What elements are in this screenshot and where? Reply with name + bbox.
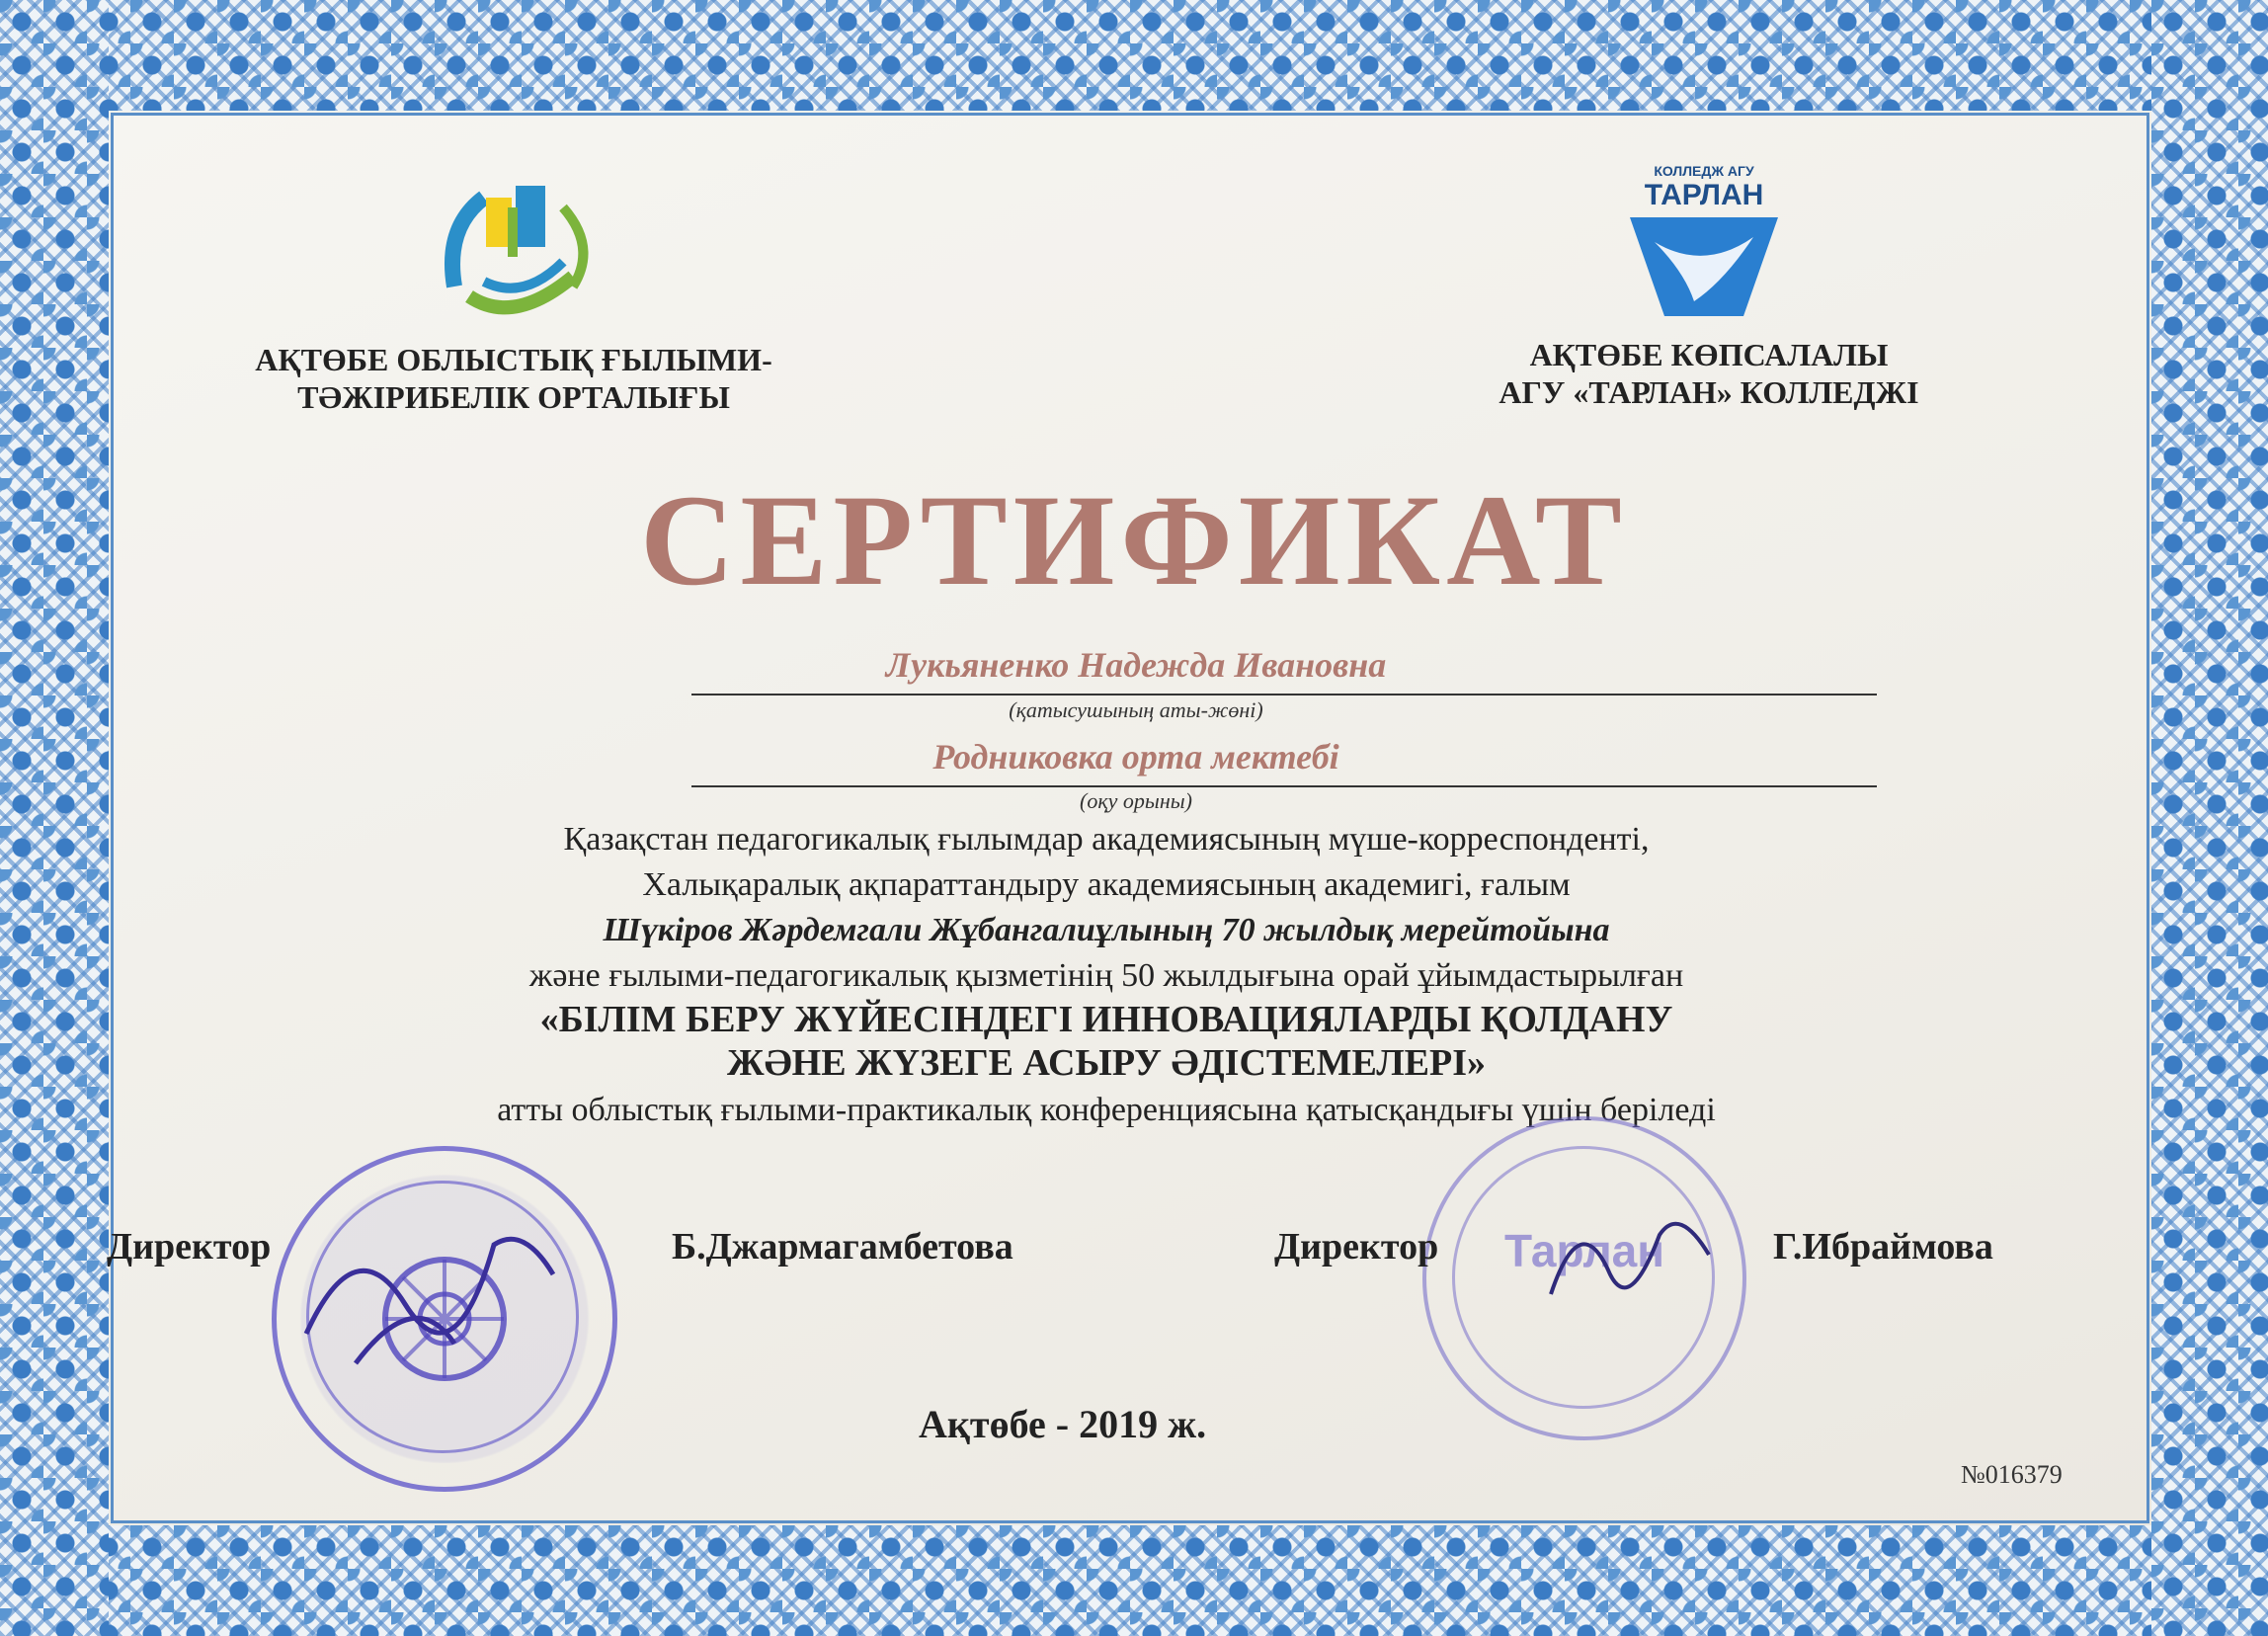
school-underline bbox=[691, 785, 1877, 787]
ornamental-border-right bbox=[2151, 0, 2268, 1636]
science-center-logo bbox=[425, 168, 603, 326]
tarlan-bird-icon bbox=[1625, 212, 1783, 321]
left-org-name bbox=[227, 341, 800, 416]
left-director-label: Директор bbox=[107, 1226, 272, 1268]
place-and-year: Ақтөбе - 2019 ж. bbox=[919, 1402, 1207, 1446]
right-org-line2: АГУ «ТАРЛАН» КОЛЛЕДЖІ bbox=[1498, 374, 1919, 410]
right-stamp-text: Тарлан bbox=[1503, 1225, 1665, 1276]
participant-name-hint: (қатысушының аты-жөні) bbox=[1009, 697, 1263, 722]
participant-school: Родниковка орта мектебі bbox=[932, 737, 1339, 777]
right-director-name: Г.Ибраймова bbox=[1773, 1226, 1993, 1268]
body-line-honoree: Шүкіров Жәрдемгали Жұбангалиұлының 70 жылдық мерейтойына bbox=[603, 912, 1610, 948]
conference-title-line-1: «БІЛІМ БЕРУ ЖҮЙЕСІНДЕГІ ИННОВАЦИЯЛАРДЫ ҚОЛДАНУ bbox=[539, 999, 1673, 1040]
tarlan-logo-title: ТАРЛАН bbox=[1644, 179, 1764, 211]
ornamental-border-top bbox=[0, 0, 2268, 111]
conference-title-line-2: ЖӘНЕ ЖҮЗЕГЕ АСЫРУ ӘДІСТЕМЕЛЕРІ» bbox=[727, 1042, 1486, 1084]
tarlan-logo bbox=[1620, 163, 1788, 326]
left-director-name: Б.Джармагамбетова bbox=[672, 1226, 1013, 1268]
right-signature bbox=[1541, 1195, 1719, 1324]
certificate-title: СЕРТИФИКАТ bbox=[640, 467, 1628, 613]
participant-name: Лукьяненко Надежда Ивановна bbox=[885, 645, 1387, 685]
name-underline bbox=[691, 694, 1877, 695]
certificate-number: №016379 bbox=[1961, 1460, 2063, 1489]
right-director-label: Директор bbox=[1274, 1226, 1439, 1268]
left-signature bbox=[296, 1186, 573, 1383]
body-line-1: Қазақстан педагогикалық ғылымдар академиясының мүше-корреспонденті, bbox=[563, 821, 1650, 858]
body-line-7: атты облыстық ғылыми-практикалық конференциясына қатысқандығы үшін беріледі bbox=[497, 1092, 1716, 1128]
ornamental-border-left bbox=[0, 0, 109, 1636]
ornamental-border-bottom bbox=[0, 1525, 2268, 1636]
body-line-4: және ғылыми-педагогикалық қызметінің 50 жылдығына орай ұйымдастырылған bbox=[528, 957, 1684, 994]
left-org-line2: ТӘЖІРИБЕЛІК ОРТАЛЫҒЫ bbox=[297, 379, 730, 415]
body-line-2: Халықаралық ақпараттандыру академиясының академигі, ғалым bbox=[642, 866, 1571, 903]
right-org-name bbox=[1422, 336, 1995, 411]
participant-school-hint: (оқу орыны) bbox=[1080, 788, 1192, 813]
right-org-line1: АҚТӨБЕ КӨПСАЛАЛЫ bbox=[1529, 337, 1889, 372]
left-org-line1: АҚТӨБЕ ОБЛЫСТЫҚ ҒЫЛЫМИ- bbox=[255, 342, 772, 377]
tarlan-logo-subtitle: КОЛЛЕДЖ АГУ bbox=[1654, 163, 1754, 179]
